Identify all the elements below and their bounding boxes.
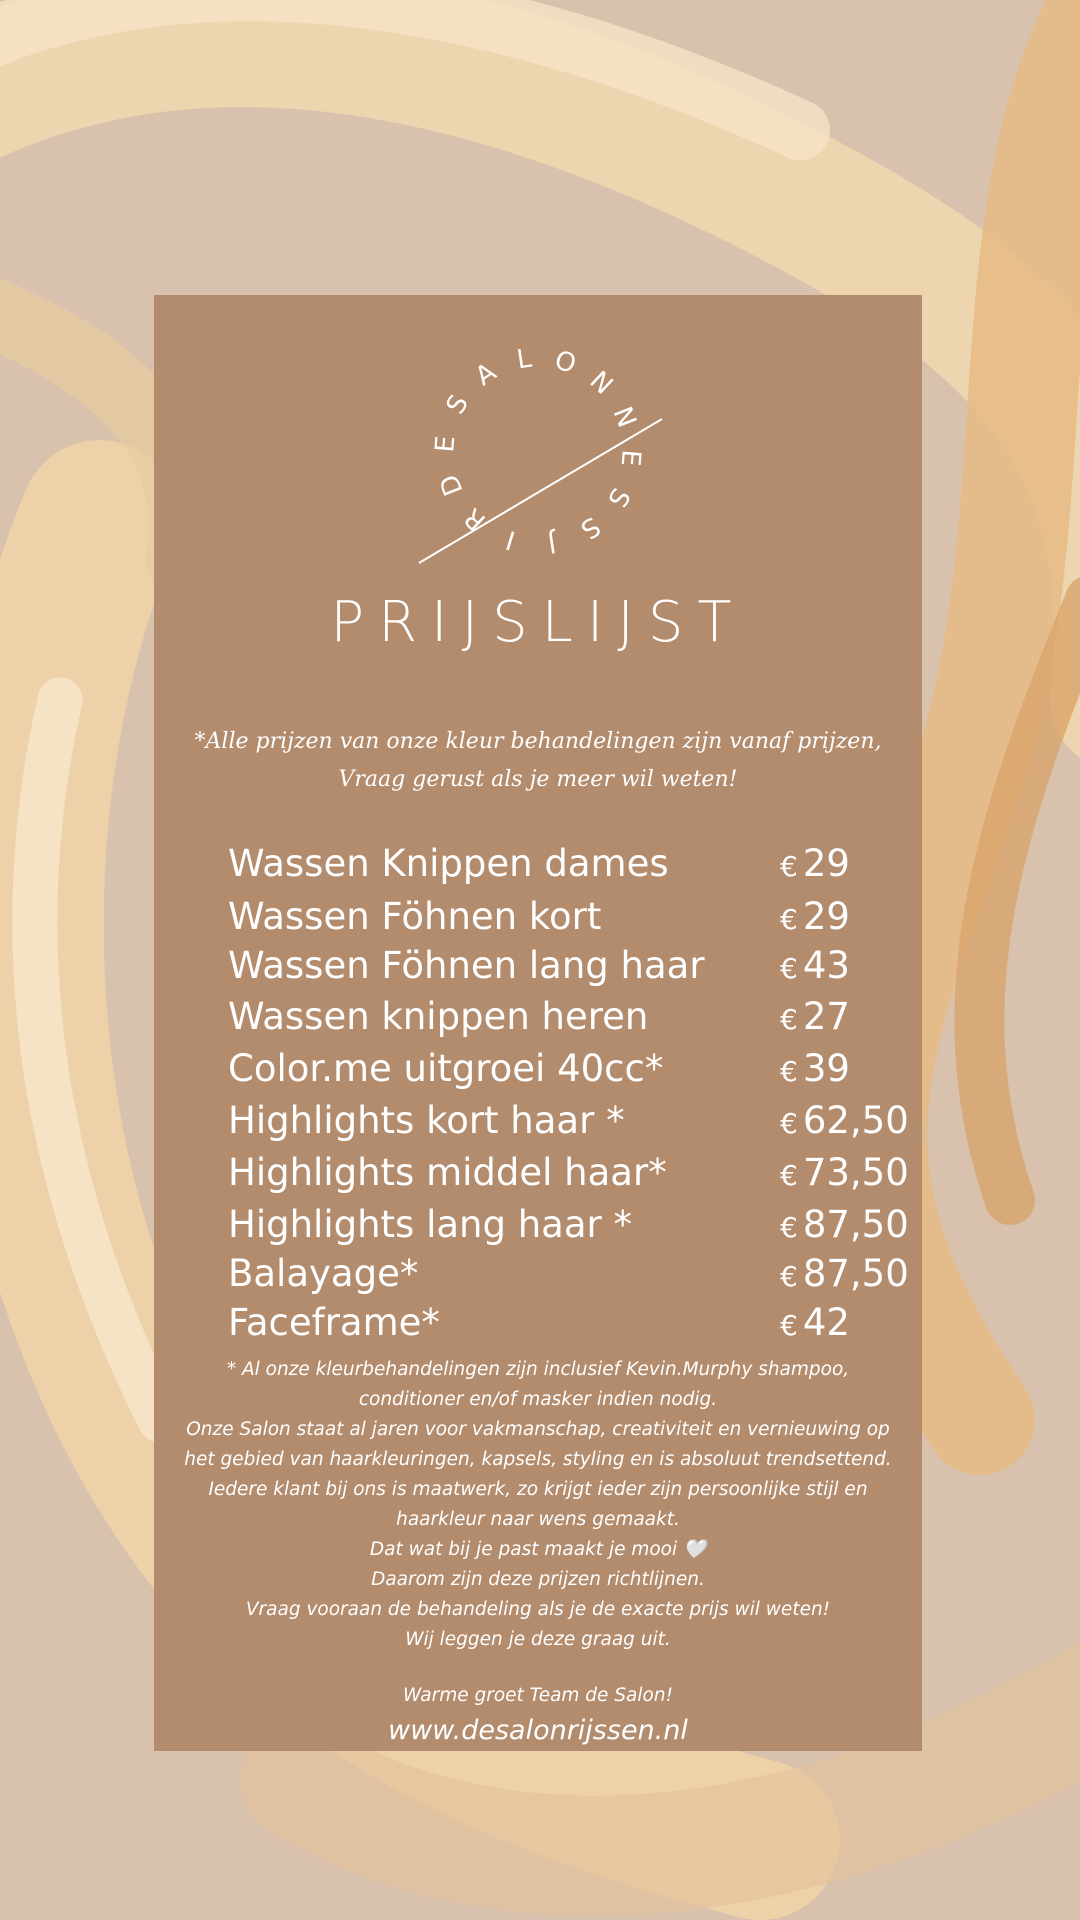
- service-price: [780, 1299, 850, 1350]
- euro-symbol: €: [780, 952, 798, 985]
- price-row: [154, 1045, 922, 1095]
- website-link[interactable]: www.desalonrijssen.nl: [388, 1715, 688, 1746]
- service-name: Faceframe*: [228, 1301, 440, 1344]
- note-line: Daarom zijn deze prijzen richtlijnen.: [371, 1569, 705, 1590]
- price-amount: 39: [802, 1047, 850, 1090]
- logo-letter: S: [601, 482, 636, 512]
- service-name: Wassen Knippen dames: [228, 842, 669, 885]
- service-name: Balayage*: [228, 1252, 419, 1295]
- price-amount: 87,50: [802, 1252, 909, 1295]
- service-name: Wassen Föhnen lang haar: [228, 944, 705, 987]
- euro-symbol: €: [780, 1003, 798, 1036]
- price-row: [154, 1149, 922, 1199]
- note-line: het gebied van haarkleuringen, kapsels, styling en is absoluut trendsettend.: [184, 1449, 892, 1470]
- euro-symbol: €: [780, 903, 798, 936]
- logo-letter: E: [430, 434, 462, 454]
- logo-letter: S: [574, 510, 606, 545]
- note-line: * Al onze kleurbehandelingen zijn inclusief Kevin.Murphy shampoo,: [226, 1359, 850, 1380]
- euro-symbol: €: [780, 1309, 798, 1342]
- note-line: Vraag vooraan de behandeling als je de exacte prijs wil weten!: [245, 1599, 831, 1620]
- service-price: [780, 893, 850, 944]
- note-line: Iedere klant bij ons is maatwerk, zo krijgt ieder zijn persoonlijke stijl en: [208, 1479, 868, 1500]
- logo-letter: N: [583, 365, 619, 401]
- price-amount: 42: [802, 1301, 850, 1344]
- service-price: [780, 1201, 909, 1252]
- greeting: Warme groet Team de Salon!: [402, 1685, 673, 1706]
- price-amount: 43: [802, 944, 850, 987]
- service-name: Highlights middel haar*: [228, 1151, 667, 1194]
- price-amount: 29: [802, 895, 850, 938]
- salon-logo: [154, 335, 922, 558]
- intro-line-2: Vraag gerust als je meer wil weten!: [338, 767, 738, 792]
- intro-text: [174, 723, 902, 799]
- price-row: [154, 1299, 922, 1349]
- page-title: PRIJSLIJST: [330, 590, 746, 655]
- logo-letter: E: [614, 448, 646, 468]
- price-row: [154, 993, 922, 1043]
- price-amount: 27: [802, 995, 850, 1038]
- logo-letter: N: [606, 402, 642, 432]
- euro-symbol: €: [780, 1211, 798, 1244]
- price-amount: 73,50: [802, 1151, 909, 1194]
- intro-line-1: *Alle prijzen van onze kleur behandelingen zijn vanaf prijzen,: [194, 729, 882, 754]
- logo-letter: J: [545, 527, 558, 558]
- price-row: [154, 1097, 922, 1147]
- notes-text: [164, 1355, 912, 1655]
- logo-letter: D: [434, 469, 470, 500]
- logo-letter: O: [551, 345, 580, 380]
- price-amount: 29: [802, 842, 850, 885]
- service-price: [780, 993, 850, 1044]
- price-row: [154, 1250, 922, 1300]
- price-row: [154, 942, 922, 992]
- service-name: Wassen Föhnen kort: [228, 895, 602, 938]
- euro-symbol: €: [780, 1107, 798, 1140]
- service-price: [780, 840, 850, 891]
- price-amount: 62,50: [802, 1099, 909, 1142]
- service-name: Wassen knippen heren: [228, 995, 649, 1038]
- euro-symbol: €: [780, 850, 798, 883]
- note-line: Dat wat bij je past maakt je mooi 🤍: [369, 1539, 707, 1560]
- service-name: Highlights kort haar *: [228, 1099, 625, 1142]
- service-price: [780, 1250, 909, 1301]
- service-name: Highlights lang haar *: [228, 1203, 633, 1246]
- service-price: [780, 942, 850, 993]
- euro-symbol: €: [780, 1159, 798, 1192]
- price-amount: 87,50: [802, 1203, 909, 1246]
- note-line: haarkleur naar wens gemaakt.: [396, 1509, 680, 1530]
- note-line: Onze Salon staat al jaren voor vakmanschap, creativiteit en vernieuwing op: [186, 1419, 890, 1440]
- price-row: [154, 893, 922, 943]
- service-name: Color.me uitgroei 40cc*: [228, 1047, 664, 1090]
- note-line: conditioner en/of masker indien nodig.: [358, 1389, 718, 1410]
- euro-symbol: €: [780, 1260, 798, 1293]
- service-price: [780, 1097, 909, 1148]
- service-price: [780, 1045, 850, 1096]
- logo-letter: A: [470, 357, 502, 392]
- logo-letter: S: [440, 390, 475, 420]
- price-row: [154, 840, 922, 890]
- logo-letter: I: [502, 523, 519, 555]
- euro-symbol: €: [780, 1055, 798, 1088]
- note-line: Wij leggen je deze graag uit.: [405, 1629, 671, 1650]
- service-price: [780, 1149, 909, 1200]
- logo-letter: L: [514, 343, 534, 376]
- price-list-card: [154, 295, 922, 1751]
- price-row: [154, 1201, 922, 1251]
- logo-letter: R: [458, 501, 492, 536]
